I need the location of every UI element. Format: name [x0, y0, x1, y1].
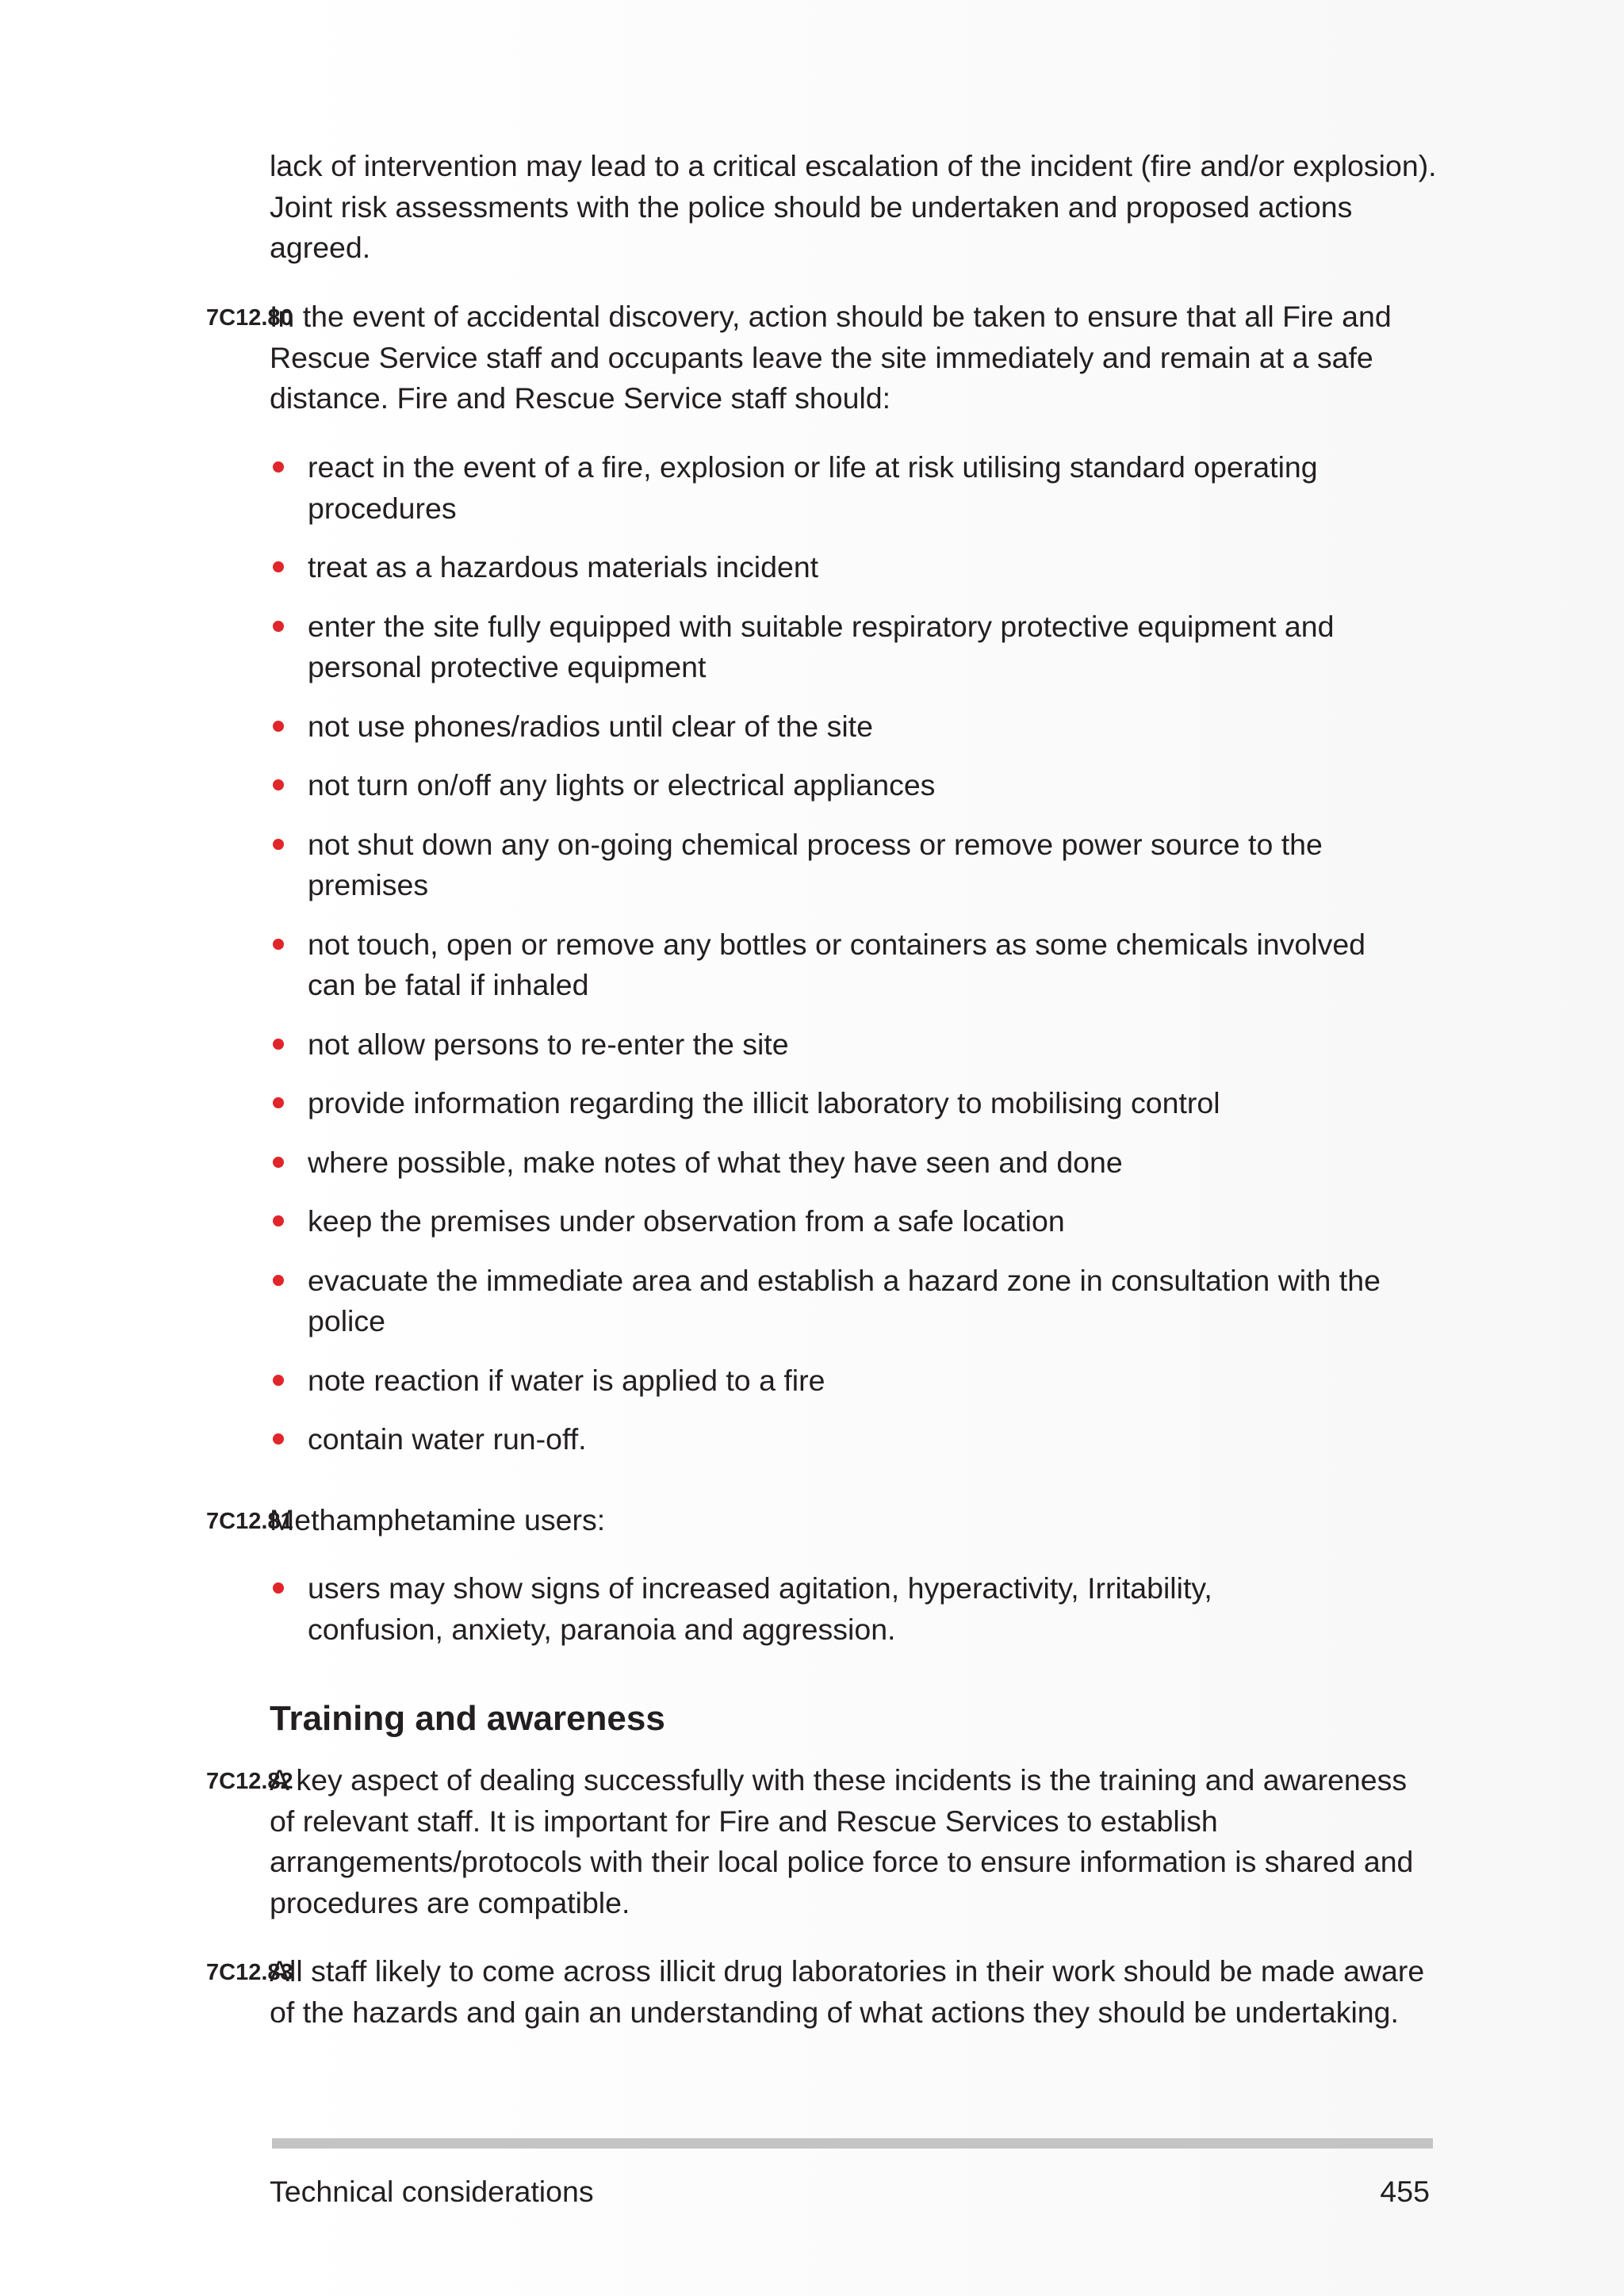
list-item-text: note reaction if water is applied to a fire	[308, 1363, 825, 1397]
list-item-text: provide information regarding the illicit laboratory to mobilising control	[308, 1086, 1220, 1119]
bullet-icon	[273, 1275, 284, 1286]
paragraph-text: Methamphetamine users:	[270, 1503, 606, 1536]
bullet-icon	[273, 1433, 284, 1445]
bullet-icon	[273, 939, 284, 950]
list-item-text: keep the premises under observation from a safe location	[308, 1204, 1065, 1238]
list-item-text: where possible, make notes of what they have seen and done	[308, 1145, 1123, 1179]
list-item-text: not use phones/radios until clear of the site	[308, 709, 873, 743]
list-item-text: users may show signs of increased agitation, hyperactivity, Irritability, confusion, anxiety, paranoia and aggression.	[308, 1571, 1212, 1646]
list-item	[270, 607, 1411, 688]
bullet-icon	[273, 839, 284, 850]
list-item	[270, 924, 1411, 1006]
bullet-icon	[273, 621, 284, 632]
list-item-text: treat as a hazardous materials incident	[308, 550, 819, 584]
paragraph-7c12-81	[206, 1500, 1443, 1541]
list-item-text: evacuate the immediate area and establish a hazard zone in consultation with the police	[308, 1263, 1381, 1337]
bullet-icon	[273, 1375, 284, 1386]
bullet-icon	[273, 721, 284, 732]
list-item	[270, 765, 1411, 806]
list-item	[270, 447, 1411, 529]
list-item	[270, 1083, 1411, 1124]
list-item	[270, 1201, 1411, 1242]
list-item	[270, 1568, 1316, 1650]
bullet-icon	[273, 1582, 284, 1594]
paragraph-7c12-80	[206, 297, 1443, 419]
paragraph-text: In the event of accidental discovery, action should be taken to ensure that all Fire and Rescue Service staff and occupants leave the site immediately and remain at a safe distance. Fire and Rescue Service staff should:	[270, 300, 1392, 415]
list-item	[270, 706, 1411, 748]
paragraph-text: All staff likely to come across illicit drug laboratories in their work should be made aware of the hazards and gain an understanding of what actions they should be undertaking.	[270, 1954, 1425, 2029]
bullet-icon	[273, 1157, 284, 1168]
list-item-text: not touch, open or remove any bottles or containers as some chemicals involved can be fatal if inhaled	[308, 927, 1366, 1001]
paragraph-number: 7C12.83	[206, 1960, 293, 1985]
list-item	[270, 825, 1411, 906]
list-item-text: contain water run-off.	[308, 1422, 587, 1456]
bullet-icon	[273, 779, 284, 790]
list-item	[270, 1419, 1411, 1460]
list-item	[270, 1360, 1411, 1402]
list-item	[270, 1142, 1411, 1184]
bullet-list-7c12-81	[270, 1568, 1316, 1650]
bullet-icon	[273, 461, 284, 473]
bullet-list-7c12-80	[270, 447, 1411, 1460]
section-heading: Training and awareness	[270, 1699, 665, 1738]
paragraph-text: A key aspect of dealing successfully with these incidents is the training and awareness of relevant staff. It is important for Fire and Rescue Services to establish arrangements/protocols with their local police force to ensure information is shared and procedures are compatible.	[270, 1763, 1414, 1919]
bullet-icon	[273, 1097, 284, 1108]
footer-section-title: Technical considerations	[270, 2175, 594, 2208]
list-item	[270, 547, 1411, 588]
list-item	[270, 1261, 1411, 1342]
list-item-text: not shut down any on-going chemical process or remove power source to the premises	[308, 827, 1323, 901]
list-item	[270, 1024, 1411, 1066]
list-item-text: react in the event of a fire, explosion or life at risk utilising standard operating procedures	[308, 450, 1318, 525]
list-item-text: enter the site fully equipped with suitable respiratory protective equipment and personal protective equipment	[308, 609, 1335, 683]
paragraph-7c12-82	[206, 1760, 1435, 1923]
bullet-icon	[273, 1039, 284, 1050]
footer-divider	[272, 2138, 1433, 2149]
paragraph-number: 7C12.80	[206, 305, 293, 331]
paragraph-intro	[270, 146, 1443, 269]
paragraph-number: 7C12.82	[206, 1769, 293, 1794]
page-number: 455	[1380, 2175, 1430, 2208]
list-item-text: not turn on/off any lights or electrical appliances	[308, 768, 936, 802]
bullet-icon	[273, 1215, 284, 1226]
paragraph-number: 7C12.81	[206, 1509, 293, 1534]
paragraph-intro-text: lack of intervention may lead to a critical escalation of the incident (fire and/or explosion). Joint risk assessments with the police should be undertaken and proposed actions agreed.	[270, 149, 1437, 264]
paragraph-7c12-83	[206, 1951, 1443, 2033]
bullet-icon	[273, 561, 284, 572]
list-item-text: not allow persons to re-enter the site	[308, 1027, 789, 1061]
